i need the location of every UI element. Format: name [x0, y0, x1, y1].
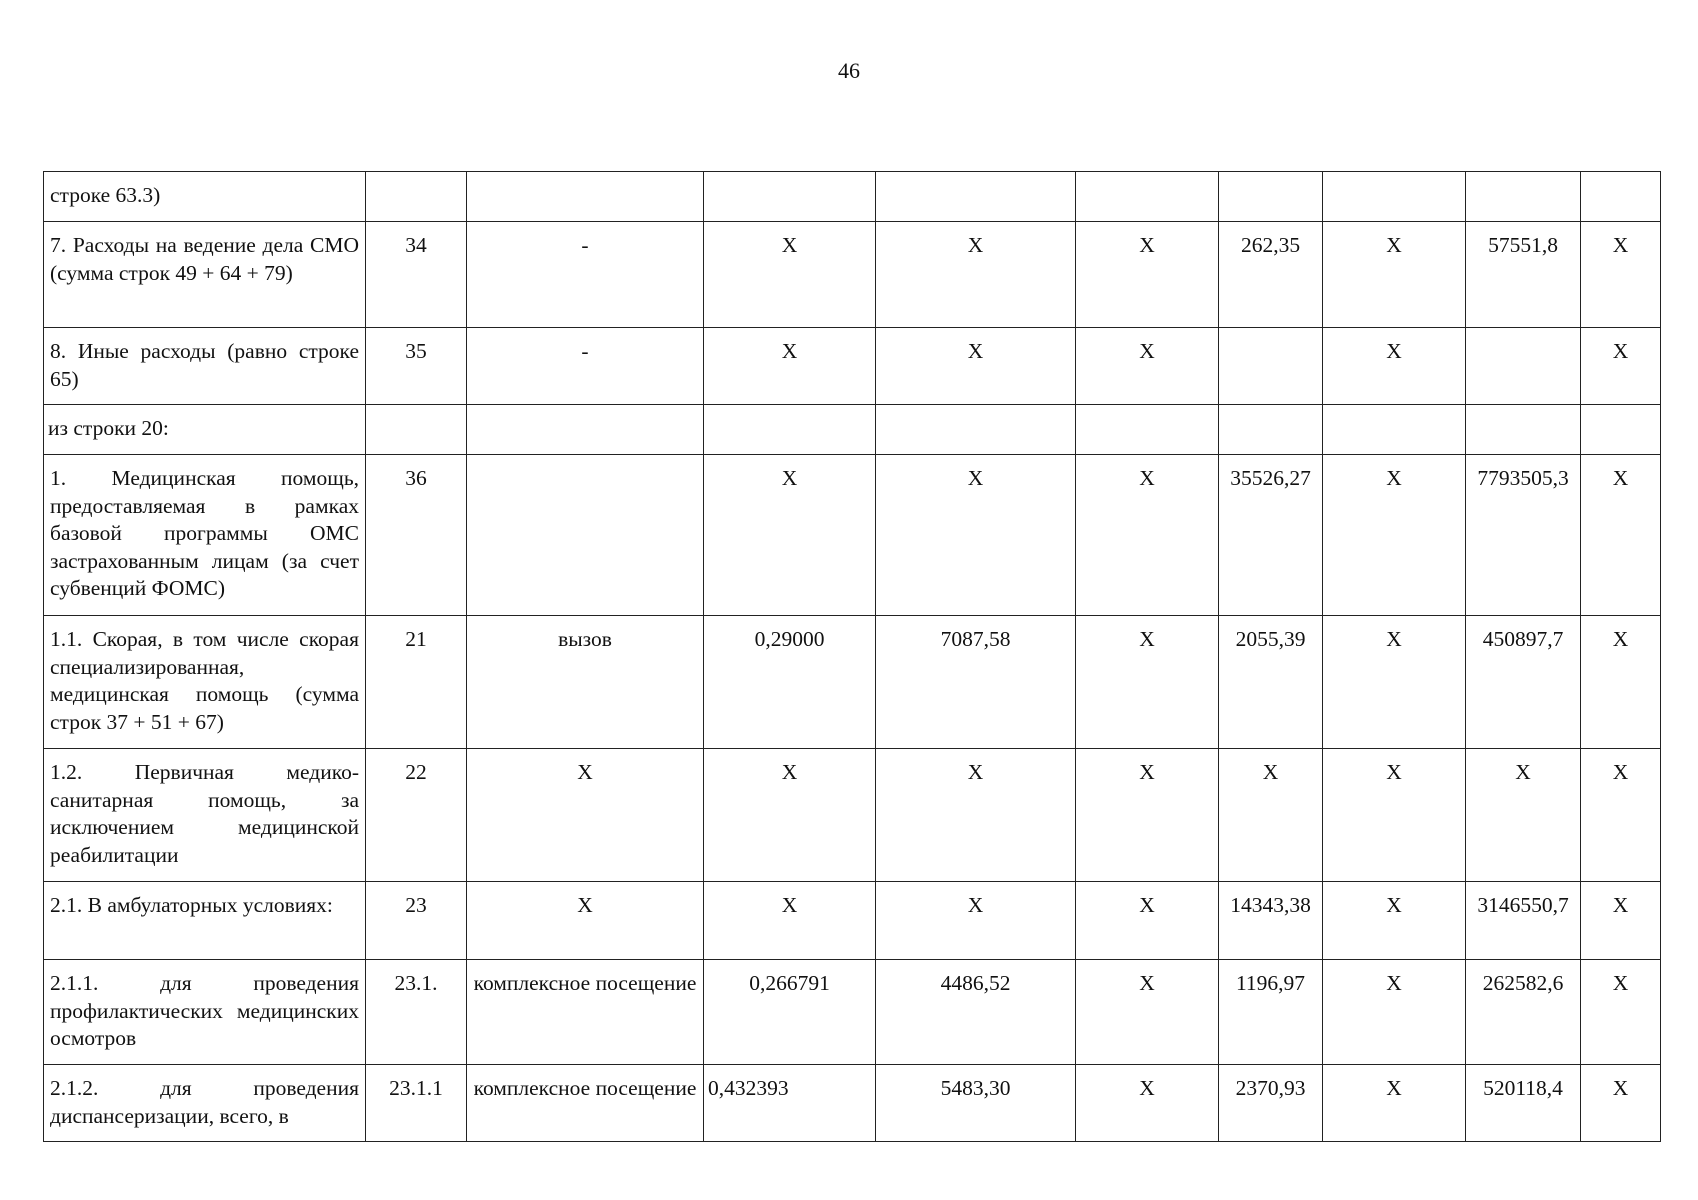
volume-cell [704, 172, 876, 222]
value-cell: Х [1076, 616, 1219, 749]
row-name-cell: 1.2. Первичная медико-санитарная помощь, за исключением медицинской реабилитации [44, 749, 366, 882]
row-code-cell [366, 405, 467, 455]
value-cell: Х [1076, 222, 1219, 328]
volume-cell [704, 405, 876, 455]
unit-cell: вызов [467, 616, 704, 749]
unit-cell: комплексное посещение [467, 960, 704, 1065]
row-name-cell: из строки 20: [44, 405, 366, 455]
value-cell: 35526,27 [1219, 455, 1323, 616]
value-cell [1323, 172, 1466, 222]
value-cell: 520118,4 [1466, 1065, 1581, 1142]
row-name-cell: строке 63.3) [44, 172, 366, 222]
table-row [44, 749, 1661, 882]
value-cell: Х [1076, 455, 1219, 616]
data-table [43, 171, 1661, 1142]
row-code-cell: 23.1.1 [366, 1065, 467, 1142]
value-cell [1076, 405, 1219, 455]
value-cell [1076, 172, 1219, 222]
cost-cell: Х [876, 328, 1076, 405]
row-code-cell: 36 [366, 455, 467, 616]
row-code-cell [366, 172, 467, 222]
volume-cell: Х [704, 328, 876, 405]
cost-cell [876, 172, 1076, 222]
row-code-cell: 23.1. [366, 960, 467, 1065]
table-row [44, 328, 1661, 405]
value-cell: Х [1323, 455, 1466, 616]
value-cell: Х [1581, 882, 1661, 960]
cost-cell: 4486,52 [876, 960, 1076, 1065]
value-cell: Х [1581, 1065, 1661, 1142]
table-row [44, 960, 1661, 1065]
value-cell: Х [1581, 455, 1661, 616]
row-code-cell: 21 [366, 616, 467, 749]
row-name-cell: 1.1. Скорая, в том числе скорая специализированная, медицинская помощь (сумма строк 37 + 51 + 67) [44, 616, 366, 749]
table-row [44, 882, 1661, 960]
unit-cell: - [467, 328, 704, 405]
table-row [44, 616, 1661, 749]
value-cell: Х [1076, 749, 1219, 882]
value-cell: Х [1581, 616, 1661, 749]
value-cell: Х [1581, 960, 1661, 1065]
unit-cell: Х [467, 882, 704, 960]
cost-cell: 5483,30 [876, 1065, 1076, 1142]
volume-cell: 0,266791 [704, 960, 876, 1065]
unit-cell [467, 405, 704, 455]
value-cell [1466, 328, 1581, 405]
value-cell: 262,35 [1219, 222, 1323, 328]
value-cell: Х [1323, 1065, 1466, 1142]
volume-cell: Х [704, 455, 876, 616]
cost-cell: Х [876, 749, 1076, 882]
value-cell [1219, 172, 1323, 222]
row-name-cell: 2.1. В амбулаторных условиях: [44, 882, 366, 960]
value-cell [1581, 405, 1661, 455]
cost-cell: Х [876, 882, 1076, 960]
value-cell: Х [1323, 960, 1466, 1065]
value-cell: Х [1323, 882, 1466, 960]
value-cell [1219, 328, 1323, 405]
value-cell: Х [1323, 328, 1466, 405]
page-number: 46 [838, 58, 860, 83]
cost-cell: 7087,58 [876, 616, 1076, 749]
value-cell: Х [1323, 749, 1466, 882]
value-cell [1466, 405, 1581, 455]
table-body [44, 172, 1661, 1142]
volume-cell: 0,432393 [704, 1065, 876, 1142]
row-code-cell: 34 [366, 222, 467, 328]
value-cell: 262582,6 [1466, 960, 1581, 1065]
value-cell: Х [1323, 222, 1466, 328]
value-cell: Х [1466, 749, 1581, 882]
row-name-cell: 2.1.2. для проведения диспансеризации, всего, в [44, 1065, 366, 1142]
row-code-cell: 22 [366, 749, 467, 882]
unit-cell: - [467, 222, 704, 328]
unit-cell [467, 455, 704, 616]
cost-cell: Х [876, 455, 1076, 616]
value-cell: Х [1076, 960, 1219, 1065]
volume-cell: 0,29000 [704, 616, 876, 749]
value-cell: 7793505,3 [1466, 455, 1581, 616]
table-row [44, 405, 1661, 455]
value-cell [1323, 405, 1466, 455]
value-cell: Х [1219, 749, 1323, 882]
row-name-cell: 7. Расходы на ведение дела СМО (сумма строк 49 + 64 + 79) [44, 222, 366, 328]
table-row [44, 172, 1661, 222]
table-row [44, 1065, 1661, 1142]
volume-cell: Х [704, 222, 876, 328]
value-cell: Х [1323, 616, 1466, 749]
unit-cell [467, 172, 704, 222]
value-cell [1581, 172, 1661, 222]
value-cell: 2055,39 [1219, 616, 1323, 749]
value-cell: Х [1581, 749, 1661, 882]
cost-cell [876, 405, 1076, 455]
value-cell: Х [1581, 222, 1661, 328]
value-cell [1219, 405, 1323, 455]
unit-cell: Х [467, 749, 704, 882]
value-cell: 3146550,7 [1466, 882, 1581, 960]
value-cell: Х [1076, 1065, 1219, 1142]
value-cell: Х [1581, 328, 1661, 405]
volume-cell: Х [704, 749, 876, 882]
value-cell: 450897,7 [1466, 616, 1581, 749]
volume-cell: Х [704, 882, 876, 960]
row-code-cell: 23 [366, 882, 467, 960]
value-cell: Х [1076, 882, 1219, 960]
row-name-cell: 2.1.1. для проведения профилактических медицинских осмотров [44, 960, 366, 1065]
value-cell: 1196,97 [1219, 960, 1323, 1065]
row-name-cell: 8. Иные расходы (равно строке 65) [44, 328, 366, 405]
table-row [44, 222, 1661, 328]
value-cell: Х [1076, 328, 1219, 405]
value-cell: 57551,8 [1466, 222, 1581, 328]
table-row [44, 455, 1661, 616]
row-code-cell: 35 [366, 328, 467, 405]
value-cell: 2370,93 [1219, 1065, 1323, 1142]
unit-cell: комплексное посещение [467, 1065, 704, 1142]
value-cell [1466, 172, 1581, 222]
cost-cell: Х [876, 222, 1076, 328]
row-name-cell: 1. Медицинская помощь, предоставляемая в рамках базовой программы ОМС застрахованным лицам (за счет субвенций ФОМС) [44, 455, 366, 616]
value-cell: 14343,38 [1219, 882, 1323, 960]
